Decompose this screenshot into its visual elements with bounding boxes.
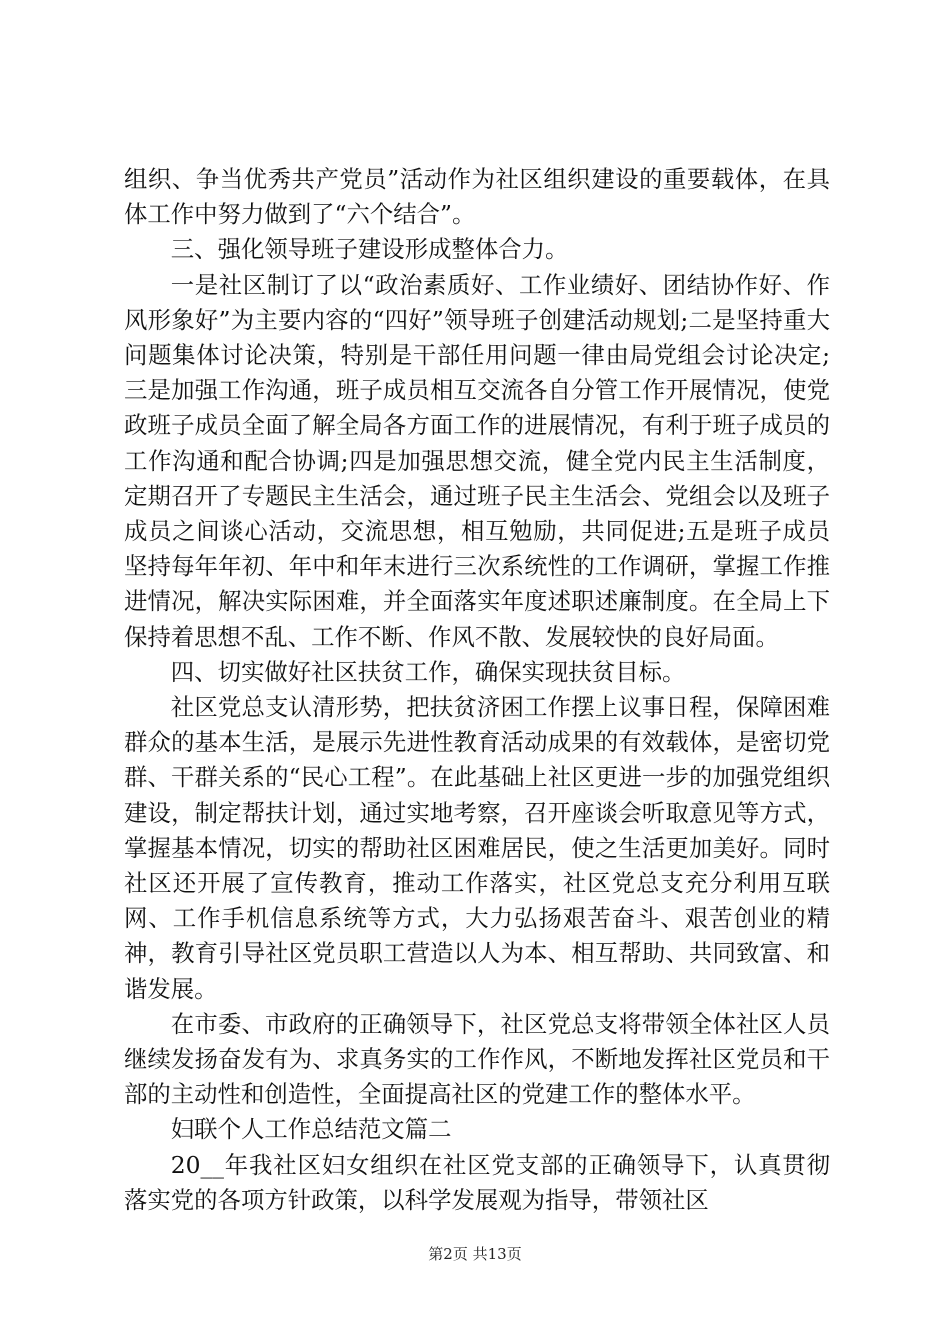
paragraph-continuation: 组织、争当优秀共产党员”活动作为社区组织建设的重要载体，在具体工作中努力做到了“六个结合”。 — [124, 165, 830, 229]
paragraph-leadership: 一是社区制订了以“政治素质好、工作业绩好、团结协作好、作风形象好”为主要内容的“四好”领导班子创建活动规划;二是坚持重大问题集体讨论决策，特别是干部任用问题一律由局党组会讨论决定;三是加强工作沟通，班子成员相互交流各自分管工作开展情况，使党政班子成员全面了解全局各方面工作的进展情况，有利于班子成员的工作沟通和配合协调;四是加强思想交流，健全党内民主生活制度，定期召开了专题民主生活会，通过班子民主生活会、党组会以及班子成员之间谈心活动，交流思想，相互勉励，共同促进;五是班子成员坚持每年年初、年中和年末进行三次系统性的工作调研，掌握工作推进情况，解决实际困难，并全面落实年度述职述廉制度。在全局上下保持着思想不乱、工作不断、作风不散、发展较快的良好局面。 — [124, 270, 830, 651]
document-body — [124, 162, 830, 1218]
paragraph-conclusion: 在市委、市政府的正确领导下，社区党总支将带领全体社区人员继续发扬奋发有为、求真务实的工作作风，不断地发挥社区党员和干部的主动性和创造性，全面提高社区的党建工作的整体水平。 — [124, 1009, 830, 1109]
paragraph-womens-federation: 20__年我社区妇女组织在社区党支部的正确领导下，认真贯彻落实党的各项方针政策，以科学发展观为指导，带领社区 — [124, 1150, 830, 1214]
paragraph-poverty-relief: 社区党总支认清形势，把扶贫济困工作摆上议事日程，保障困难群众的基本生活，是展示先进性教育活动成果的有效载体，是密切党群、干群关系的“民心工程”。在此基础上社区更进一步的加强党组织建设，制定帮扶计划，通过实地考察，召开座谈会听取意见等方式，掌握基本情况，切实的帮助社区困难居民，使之生活更加美好。同时社区还开展了宣传教育，推动工作落实，社区党总支充分利用互联网、工作手机信息系统等方式，大力弘扬艰苦奋斗、艰苦创业的精神，教育引导社区党员职工营造以人为本、相互帮助、共同致富、和谐发展。 — [124, 693, 830, 1003]
page-number-footer: 第2页 共13页 — [428, 1245, 522, 1263]
section-heading-4: 四、切实做好社区扶贫工作，确保实现扶贫目标。 — [170, 657, 686, 686]
section-heading-3: 三、强化领导班子建设形成整体合力。 — [170, 235, 569, 264]
article-title-part-2: 妇联个人工作总结范文篇二 — [170, 1115, 452, 1144]
